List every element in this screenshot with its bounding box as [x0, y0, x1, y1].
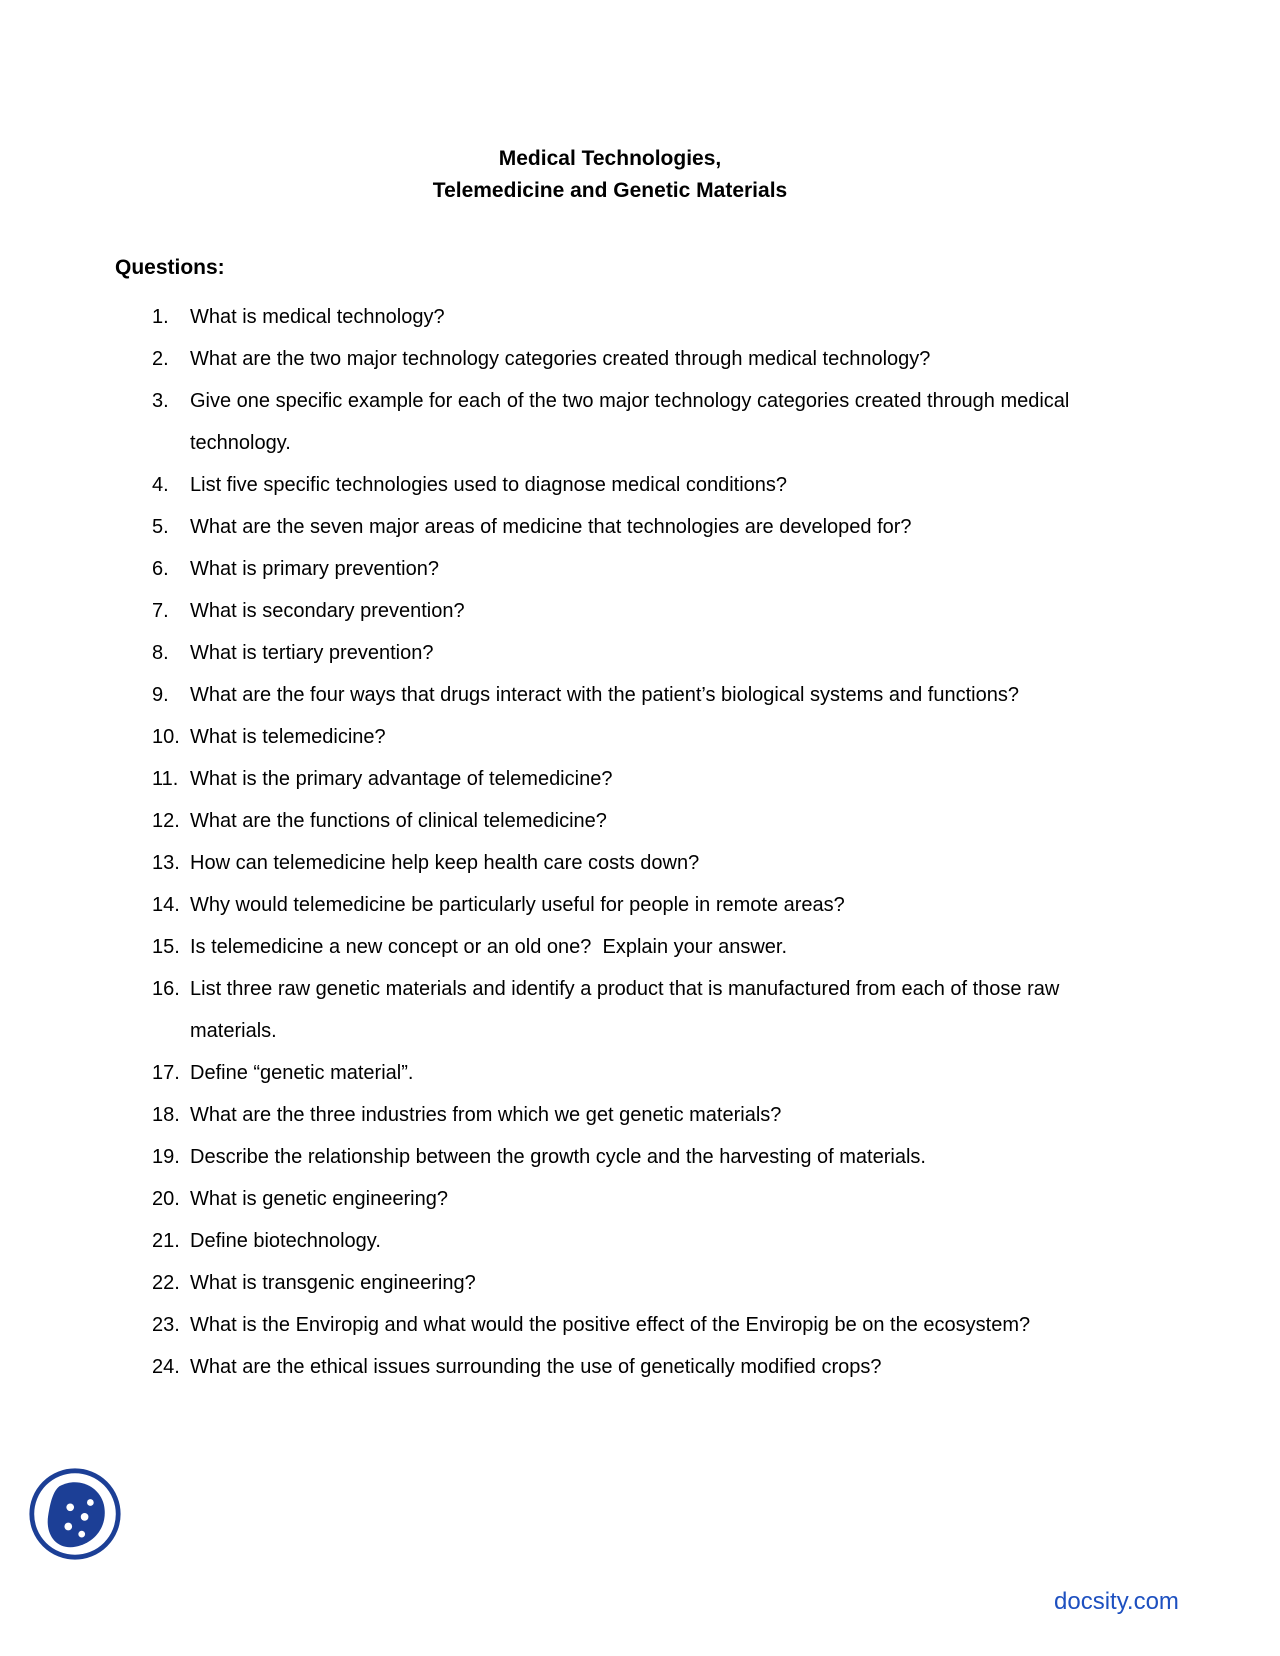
question-number: 8.	[152, 642, 169, 664]
question-text: What is the Enviropig and what would the positive effect of the Enviropig be on the ecosystem?	[190, 1314, 1031, 1336]
question-number: 21.	[152, 1230, 180, 1252]
question-item	[152, 632, 1100, 674]
question-number: 12.	[152, 810, 180, 832]
question-text: What are the seven major areas of medicine that technologies are developed for?	[190, 516, 912, 538]
question-number: 16.	[152, 978, 180, 1000]
question-text: Give one specific example for each of the two major technology categories created through medical technology.	[190, 390, 1075, 454]
question-item	[152, 926, 1100, 968]
question-item	[152, 968, 1100, 1052]
question-item	[152, 1136, 1100, 1178]
docsity-logo-icon	[27, 1466, 123, 1562]
question-text: How can telemedicine help keep health care costs down?	[190, 852, 700, 874]
question-number: 17.	[152, 1062, 180, 1084]
question-text: What are the two major technology categories created through medical technology?	[190, 348, 931, 370]
question-item	[152, 1052, 1100, 1094]
question-number: 23.	[152, 1314, 180, 1336]
question-item	[152, 884, 1100, 926]
question-text: Define biotechnology.	[190, 1230, 381, 1252]
questions-heading: Questions:	[115, 256, 225, 279]
question-item	[152, 1262, 1100, 1304]
question-item	[152, 1304, 1100, 1346]
question-text: What are the functions of clinical telemedicine?	[190, 810, 607, 832]
question-text: Define “genetic material”.	[190, 1062, 414, 1084]
question-number: 2.	[152, 348, 169, 370]
question-number: 19.	[152, 1146, 180, 1168]
question-item	[152, 1178, 1100, 1220]
question-number: 1.	[152, 306, 169, 328]
question-item	[152, 1346, 1100, 1388]
question-number: 22.	[152, 1272, 180, 1294]
question-item	[152, 1220, 1100, 1262]
title-line-2: Telemedicine and Genetic Materials	[432, 179, 788, 202]
question-text: What is primary prevention?	[190, 558, 439, 580]
question-number: 20.	[152, 1188, 180, 1210]
question-text: Describe the relationship between the growth cycle and the harvesting of materials.	[190, 1146, 926, 1168]
question-number: 10.	[152, 726, 180, 748]
question-text: What is genetic engineering?	[190, 1188, 448, 1210]
question-item	[152, 338, 1100, 380]
question-number: 15.	[152, 936, 180, 958]
question-item	[152, 464, 1100, 506]
question-text: What is secondary prevention?	[190, 600, 465, 622]
question-item	[152, 800, 1100, 842]
question-item	[152, 380, 1100, 464]
docsity-link[interactable]: docsity.com	[1054, 1588, 1179, 1615]
question-text: What is telemedicine?	[190, 726, 386, 748]
question-number: 4.	[152, 474, 169, 496]
question-text: What is medical technology?	[190, 306, 445, 328]
questions-list	[152, 296, 1100, 1388]
question-item	[152, 716, 1100, 758]
question-item	[152, 548, 1100, 590]
question-item	[152, 506, 1100, 548]
question-item	[152, 674, 1100, 716]
question-number: 3.	[152, 390, 169, 412]
question-text: Is telemedicine a new concept or an old one? Explain your answer.	[190, 936, 788, 958]
question-item	[152, 590, 1100, 632]
question-text: What are the four ways that drugs interact with the patient’s biological systems and functions?	[190, 684, 1019, 706]
question-number: 7.	[152, 600, 169, 622]
question-item	[152, 1094, 1100, 1136]
question-number: 9.	[152, 684, 169, 706]
question-number: 5.	[152, 516, 169, 538]
question-number: 14.	[152, 894, 180, 916]
question-item	[152, 842, 1100, 884]
question-item	[152, 758, 1100, 800]
question-number: 11.	[152, 768, 179, 790]
question-text: What is the primary advantage of telemedicine?	[190, 768, 613, 790]
question-text: What is tertiary prevention?	[190, 642, 434, 664]
title-line-1: Medical Technologies,	[498, 147, 722, 170]
question-text: Why would telemedicine be particularly useful for people in remote areas?	[190, 894, 845, 916]
question-item	[152, 296, 1100, 338]
question-number: 6.	[152, 558, 169, 580]
question-text: List three raw genetic materials and identify a product that is manufactured from each of those raw materials.	[190, 978, 1065, 1042]
question-number: 24.	[152, 1356, 180, 1378]
question-text: What are the three industries from which we get genetic materials?	[190, 1104, 782, 1126]
question-number: 18.	[152, 1104, 180, 1126]
question-text: List five specific technologies used to diagnose medical conditions?	[190, 474, 788, 496]
document-title	[115, 143, 1105, 207]
question-text: What are the ethical issues surrounding the use of genetically modified crops?	[190, 1356, 882, 1378]
question-text: What is transgenic engineering?	[190, 1272, 476, 1294]
question-number: 13.	[152, 852, 180, 874]
